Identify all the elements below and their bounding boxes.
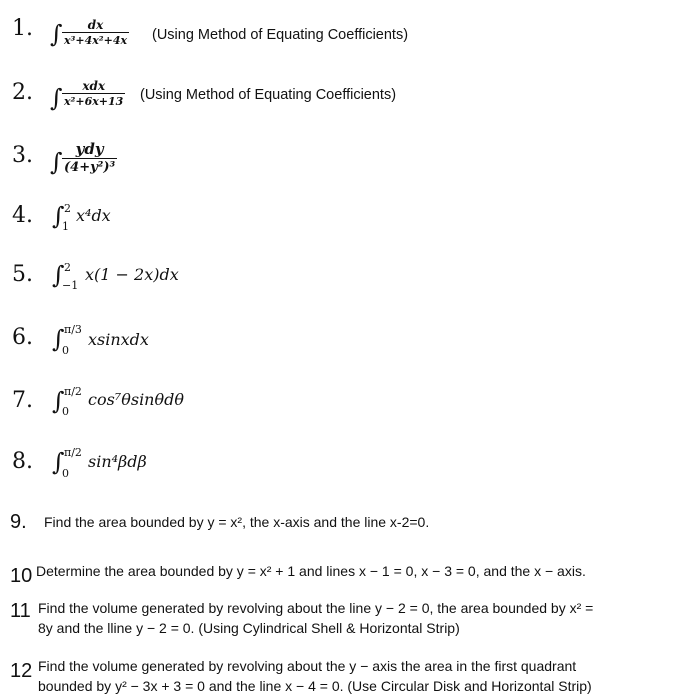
lower-limit: 0 [62, 344, 69, 357]
problem-number: 8. [12, 449, 33, 474]
problem-number: 12 [10, 660, 33, 682]
numerator: dx [87, 18, 104, 32]
integrand: cos⁷θsinθdθ [88, 390, 184, 409]
problem-text-line-1: Find the volume generated by revolving about the y − axis the area in the first quadrant [38, 658, 577, 674]
upper-limit: π/2 [64, 446, 82, 459]
integral-sign: ∫ [52, 325, 65, 353]
problem-text-line-2: bounded by y² − 3x + 3 = 0 and the line x − 4 = 0. (Use Circular Disk and Horizontal Strip) [38, 678, 592, 694]
problem-number: 1. [12, 16, 33, 41]
integral-sign: ∫ [52, 387, 65, 415]
integrand: xsinxdx [88, 330, 149, 349]
problem-number: 6. [12, 325, 33, 350]
integral-sign: ∫ [52, 202, 65, 230]
integrand: x(1 − 2x)dx [85, 265, 179, 284]
problem-text: Determine the area bounded by y = x² + 1 and lines x − 1 = 0, x − 3 = 0, and the x − axis. [36, 563, 586, 579]
upper-limit: 2 [64, 202, 71, 215]
upper-limit: π/3 [64, 323, 82, 336]
lower-limit: −1 [62, 279, 79, 292]
integrand: sin⁴βdβ [88, 452, 147, 471]
denominator: (4+y²)³ [64, 160, 116, 175]
denominator: x²+6x+13 [64, 95, 124, 108]
integrand: x⁴dx [76, 206, 111, 225]
problem-text-line-2: 8y and the lline y − 2 = 0. (Using Cylindrical Shell & Horizontal Strip) [38, 620, 460, 636]
fraction [62, 79, 125, 108]
problem-number: 7. [12, 388, 33, 413]
problem-text-line-1: Find the volume generated by revolving about the line y − 2 = 0, the area bounded by x² = [38, 600, 594, 616]
problem-number: 4. [12, 203, 33, 228]
method-note: (Using Method of Equating Coefficients) [152, 27, 409, 43]
integral-sign: ∫ [50, 84, 63, 112]
lower-limit: 0 [62, 467, 69, 480]
numerator: xdx [82, 79, 106, 93]
problem-number: 10 [10, 565, 33, 587]
lower-limit: 1 [62, 220, 69, 233]
integral-sign: ∫ [50, 20, 63, 48]
denominator: x³+4x²+4x [64, 34, 128, 47]
fraction [62, 140, 117, 175]
lower-limit: 0 [62, 405, 69, 418]
integral-sign: ∫ [50, 148, 63, 176]
method-note: (Using Method of Equating Coefficients) [140, 87, 397, 103]
problem-number: 5. [12, 262, 33, 287]
problem-text: Find the area bounded by y = x², the x-axis and the line x-2=0. [44, 514, 430, 530]
problem-number: 2. [12, 80, 33, 105]
problem-number: 11 [10, 600, 31, 622]
upper-limit: π/2 [64, 385, 82, 398]
fraction [62, 18, 129, 47]
numerator: ydy [75, 140, 104, 158]
problem-number: 9. [10, 511, 27, 533]
integral-sign: ∫ [52, 448, 65, 476]
problem-number: 3. [12, 143, 33, 168]
integral-sign: ∫ [52, 261, 65, 289]
upper-limit: 2 [64, 261, 71, 274]
